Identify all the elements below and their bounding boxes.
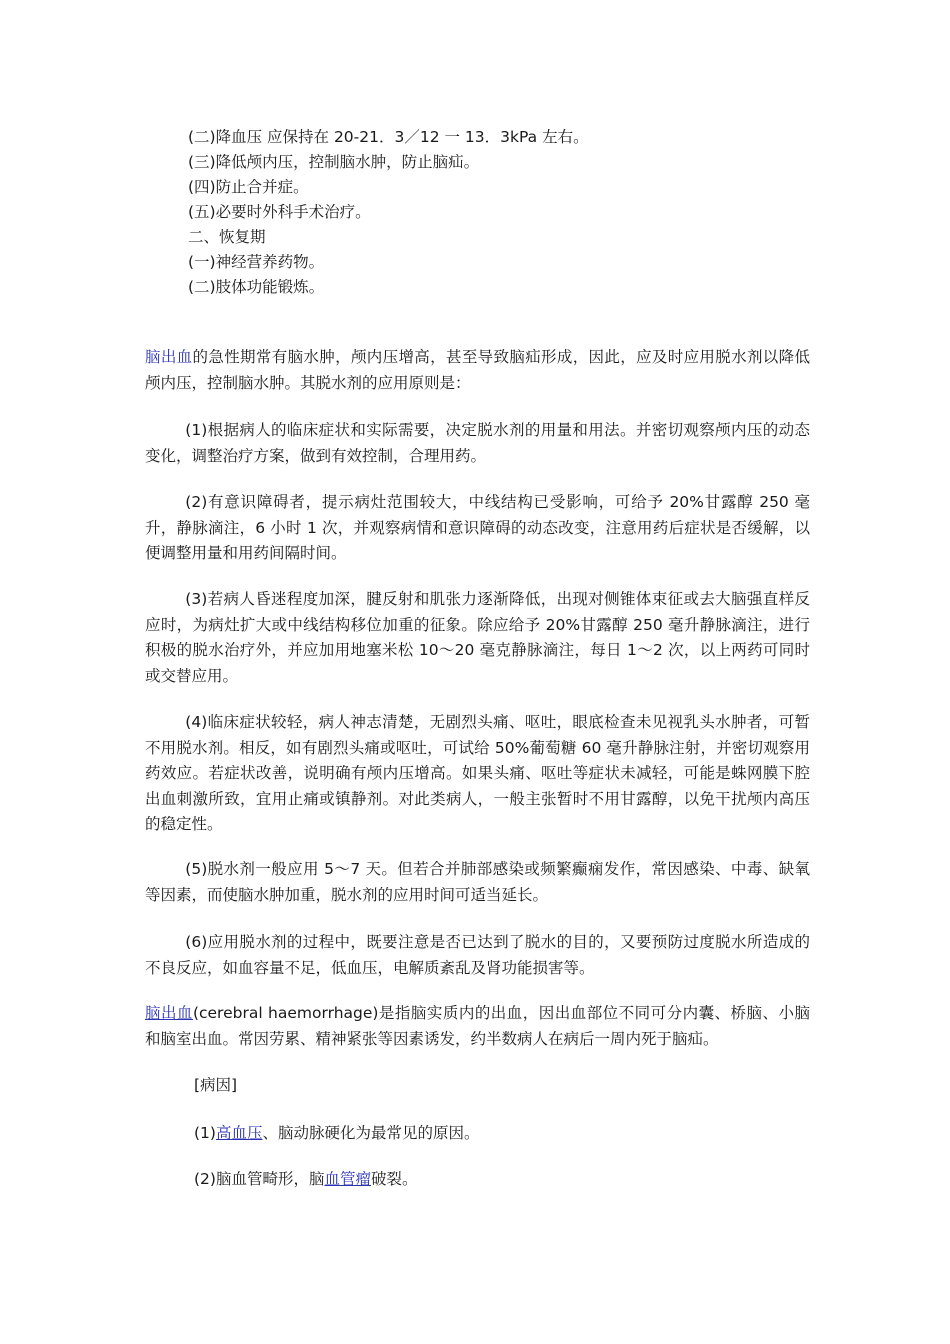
list-item: (二)降血压 应保持在 20-21．3／12 一 13．3kPa 左右。: [188, 128, 589, 146]
definition-text: (cerebral haemorrhage)是指脑实质内的出血，因出血部位不同可分内囊、桥脑、小脑和脑室出血。常因劳累、精神紧张等因素诱发，约半数病人在病后一周内死于脑疝。: [145, 1004, 810, 1048]
cerebral-hemorrhage-definition-link[interactable]: 脑出血: [145, 1004, 193, 1022]
principle-paragraph-3: (3)若病人昏迷程度加深，腱反射和肌张力逐渐降低，出现对侧锥体束征或去大脑强直样反应时，为病灶扩大或中线结构移位加重的征象。除应给予 20%甘露醇 250 毫升静脉滴注，进行积极的脱水治疗外，并应加用地塞米松 10～20 毫克静脉滴注，每日 1～2 次，以上两药可同时或交替应用。: [145, 590, 810, 685]
list-item: (五)必要时外科手术治疗。: [188, 203, 371, 221]
principle-paragraph-5: (5)脱水剂一般应用 5～7 天。但若合并肺部感染或频繁癫痫发作，常因感染、中毒、缺氧等因素，而使脑水肿加重，脱水剂的应用时间可适当延长。: [145, 860, 810, 904]
definition-paragraph: [145, 1001, 810, 1052]
cerebral-hemorrhage-link[interactable]: 脑出血: [145, 348, 193, 366]
dehydration-intro-text: 的急性期常有脑水肿，颅内压增高，甚至导致脑疝形成，因此，应及时应用脱水剂以降低颅内压，控制脑水肿。其脱水剂的应用原则是：: [145, 348, 810, 392]
cause-item-2: [194, 1169, 418, 1189]
hypertension-link[interactable]: 高血压: [215, 1124, 263, 1142]
cause-item-1-prefix: (1): [194, 1124, 216, 1142]
principle-paragraph-6: (6)应用脱水剂的过程中，既要注意是否已达到了脱水的目的，又要预防过度脱水所造成的不良反应，如血容量不足，低血压，电解质紊乱及肾功能损害等。: [145, 933, 810, 977]
section-heading-recovery: 二、恢复期: [188, 228, 266, 246]
list-item: (三)降低颅内压，控制脑水肿，防止脑疝。: [188, 153, 480, 171]
principle-paragraph-1: (1)根据病人的临床症状和实际需要，决定脱水剂的用量和用法。并密切观察颅内压的动态变化，调整治疗方案，做到有效控制，合理用药。: [145, 421, 810, 465]
aneurysm-link[interactable]: 血管瘤: [324, 1170, 371, 1188]
cause-item-1-suffix: 、脑动脉硬化为最常见的原因。: [262, 1124, 480, 1142]
cause-heading: [病因]: [194, 1076, 238, 1094]
principle-paragraph-2: (2)有意识障碍者，提示病灶范围较大，中线结构已受影响，可给予 20%甘露醇 250 毫升，静脉滴注，6 小时 1 次，并观察病情和意识障碍的动态改变，注意用药后症状是否缓解，以便调整用量和用药间隔时间。: [145, 493, 810, 562]
dehydration-intro-paragraph: [145, 345, 810, 396]
list-item: (二)肢体功能锻炼。: [188, 278, 325, 296]
cause-item-2-suffix: 破裂。: [370, 1170, 418, 1188]
list-item: (一)神经营养药物。: [188, 253, 325, 271]
cause-item-1: [194, 1123, 480, 1143]
list-item: (四)防止合并症。: [188, 178, 309, 196]
principle-paragraph-4: (4)临床症状较轻，病人神志清楚，无剧烈头痛、呕吐，眼底检查未见视乳头水肿者，可暂不用脱水剂。相反，如有剧烈头痛或呕吐，可试给 50%葡萄糖 60 毫升静脉注射，并密切观察用药效应。若症状改善，说明确有颅内压增高。如果头痛、呕吐等症状未减轻，可能是蛛网膜下腔出血刺激所致，宜用止痛或镇静剂。对此类病人，一般主张暂时不用甘露醇，以免干扰颅内高压的稳定性。: [145, 713, 810, 833]
cause-item-2-prefix: (2)脑血管畸形，脑: [194, 1170, 325, 1188]
